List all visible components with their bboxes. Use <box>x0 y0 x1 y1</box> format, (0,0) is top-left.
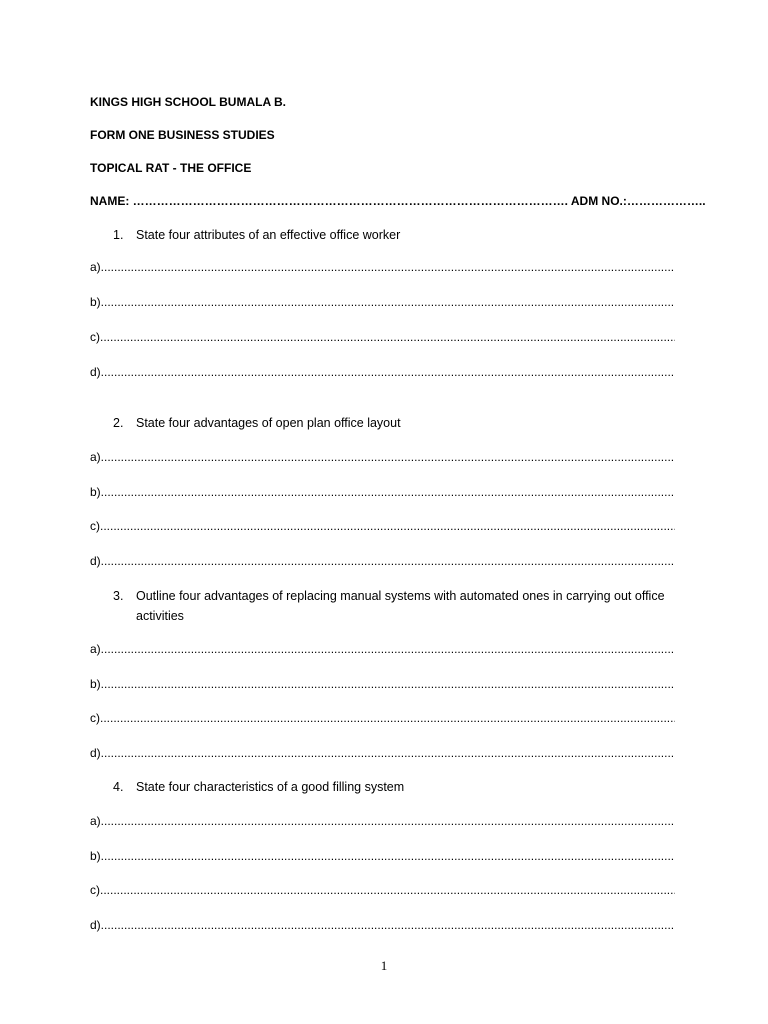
answer-label: c) <box>90 519 100 533</box>
question-1 <box>113 225 683 245</box>
answer-line[interactable] <box>90 485 675 499</box>
answer-dots <box>101 814 675 828</box>
answer-line[interactable] <box>90 814 675 828</box>
question-text: State four attributes of an effective office worker <box>136 228 401 242</box>
answer-line[interactable] <box>90 295 675 309</box>
answer-line[interactable] <box>90 849 675 863</box>
question-text: State four characteristics of a good filling system <box>136 780 405 794</box>
question-3 <box>113 586 683 626</box>
answer-dots <box>101 295 675 309</box>
answer-dots <box>101 260 675 274</box>
answer-dots <box>101 677 675 691</box>
answer-dots <box>101 918 675 932</box>
topic-title: TOPICAL RAT - THE OFFICE <box>90 161 252 175</box>
answer-dots <box>101 642 675 656</box>
answer-label: a) <box>90 814 101 828</box>
answer-label: c) <box>90 711 100 725</box>
question-2 <box>113 413 683 433</box>
page-number: 1 <box>380 958 388 973</box>
answer-label: b) <box>90 485 101 499</box>
answer-line[interactable] <box>90 554 675 568</box>
answer-label: a) <box>90 450 101 464</box>
answer-line[interactable] <box>90 746 675 760</box>
answer-label: c) <box>90 883 100 897</box>
school-name: KINGS HIGH SCHOOL BUMALA B. <box>90 95 287 109</box>
answer-line[interactable] <box>90 450 675 464</box>
answer-dots <box>100 330 675 344</box>
answer-dots <box>101 746 675 760</box>
answer-line[interactable] <box>90 642 675 656</box>
answer-line[interactable] <box>90 330 675 344</box>
answer-line[interactable] <box>90 260 675 274</box>
answer-dots <box>101 450 675 464</box>
answer-line[interactable] <box>90 677 675 691</box>
answer-label: d) <box>90 918 101 932</box>
subject-title: FORM ONE BUSINESS STUDIES <box>90 128 275 142</box>
answer-label: d) <box>90 554 101 568</box>
question-number: 4. <box>113 780 124 794</box>
answer-label: b) <box>90 295 101 309</box>
answer-line[interactable] <box>90 883 675 897</box>
answer-label: b) <box>90 849 101 863</box>
question-4 <box>113 777 683 797</box>
answer-label: a) <box>90 260 101 274</box>
question-number: 3. <box>113 589 124 603</box>
answer-line[interactable] <box>90 365 675 379</box>
answer-label: b) <box>90 677 101 691</box>
answer-label: d) <box>90 746 101 760</box>
answer-line[interactable] <box>90 519 675 533</box>
answer-dots <box>101 849 675 863</box>
answer-label: a) <box>90 642 101 656</box>
question-text: Outline four advantages of replacing manual systems with automated ones in carrying out office activities <box>136 589 665 623</box>
answer-dots <box>101 485 675 499</box>
name-adm-line: NAME: ………………………………………………………………………………………………. ADM NO.:……………….. <box>90 194 706 208</box>
answer-line[interactable] <box>90 918 675 932</box>
answer-dots <box>100 883 675 897</box>
answer-line[interactable] <box>90 711 675 725</box>
answer-dots <box>100 711 675 725</box>
question-number: 2. <box>113 416 124 430</box>
answer-dots <box>100 519 675 533</box>
answer-dots <box>101 554 675 568</box>
question-text: State four advantages of open plan office layout <box>136 416 401 430</box>
question-number: 1. <box>113 228 124 242</box>
answer-dots <box>101 365 675 379</box>
answer-label: c) <box>90 330 100 344</box>
answer-label: d) <box>90 365 101 379</box>
